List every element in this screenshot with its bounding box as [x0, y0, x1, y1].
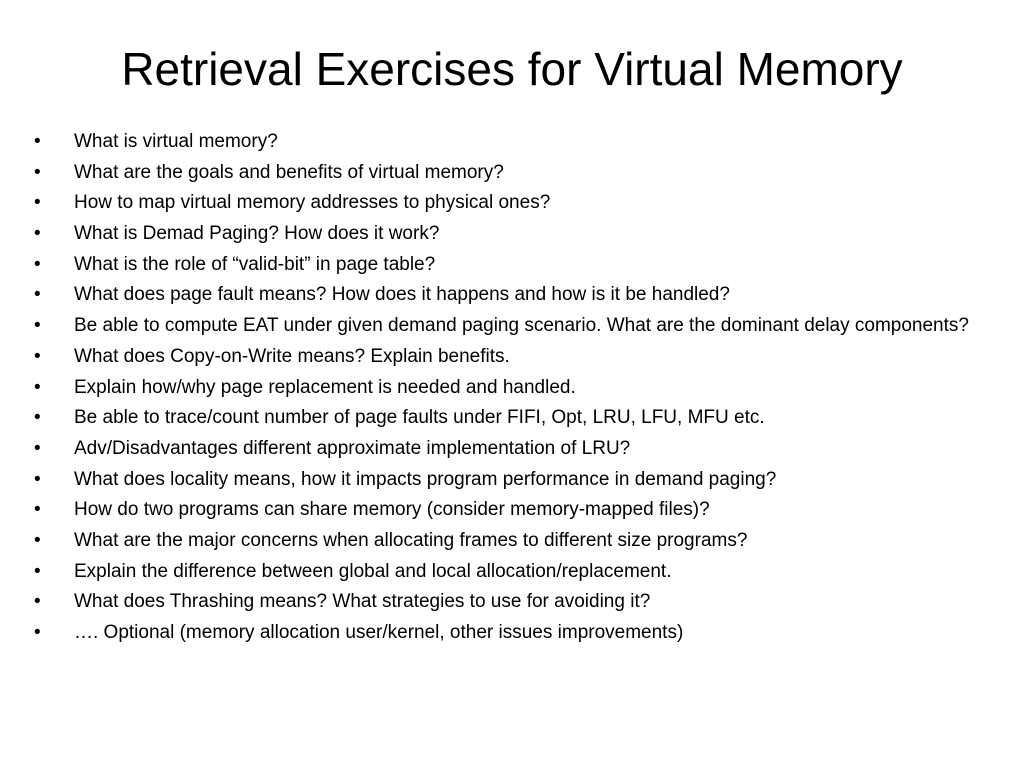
bullet-item — [34, 560, 994, 584]
bullet-text: What is Demad Paging? How does it work? — [74, 223, 440, 245]
bullet-icon: • — [34, 407, 41, 429]
bullet-item — [34, 253, 994, 277]
bullet-icon: • — [34, 192, 41, 214]
bullet-item — [34, 314, 994, 338]
bullet-text: What does Thrashing means? What strategies to use for avoiding it? — [74, 591, 651, 613]
bullet-text: What is the role of “valid-bit” in page table? — [74, 253, 436, 275]
bullet-item — [34, 437, 994, 461]
bullet-item — [34, 222, 994, 246]
bullet-icon: • — [34, 591, 41, 613]
bullet-text: What does page fault means? How does it happens and how is it be handled? — [74, 284, 730, 306]
bullet-item — [34, 191, 994, 215]
bullet-item — [34, 498, 994, 522]
bullet-icon: • — [34, 560, 41, 582]
bullet-item — [34, 130, 994, 154]
bullet-text: Be able to compute EAT under given demand paging scenario. What are the dominant delay components? — [74, 315, 969, 337]
bullet-text: What does Copy-on-Write means? Explain benefits. — [74, 345, 510, 367]
bullet-icon: • — [34, 376, 41, 398]
bullet-text: How do two programs can share memory (consider memory-mapped files)? — [74, 499, 710, 521]
bullet-text: …. Optional (memory allocation user/kernel, other issues improvements) — [74, 622, 684, 643]
bullet-text: Be able to trace/count number of page faults under FIFI, Opt, LRU, LFU, MFU etc. — [74, 407, 765, 429]
bullet-text: Adv/Disadvantages different approximate implementation of LRU? — [74, 437, 631, 459]
bullet-item — [34, 376, 994, 400]
bullet-icon: • — [34, 253, 41, 275]
bullet-text: What are the major concerns when allocating frames to different size programs? — [74, 529, 748, 551]
bullet-icon: • — [34, 315, 41, 337]
bullet-text: How to map virtual memory addresses to physical ones? — [74, 192, 551, 214]
bullet-item — [34, 468, 994, 492]
bullet-text: Explain the difference between global and local allocation/replacement. — [74, 560, 672, 582]
bullet-text: What does locality means, how it impacts program performance in demand paging? — [74, 468, 777, 490]
bullet-icon: • — [34, 131, 41, 152]
bullet-item — [34, 283, 994, 307]
bullet-item — [34, 345, 994, 369]
bullet-icon: • — [34, 468, 41, 490]
bullet-icon: • — [34, 529, 41, 551]
bullet-icon: • — [34, 345, 41, 367]
bullet-item — [34, 590, 994, 614]
bullet-icon: • — [34, 437, 41, 459]
bullet-item — [34, 621, 994, 645]
bullet-text: What is virtual memory? — [74, 131, 278, 152]
bullet-icon: • — [34, 284, 41, 306]
bullet-item — [34, 406, 994, 430]
bullet-list — [34, 130, 994, 652]
slide-title: Retrieval Exercises for Virtual Memory — [121, 43, 903, 95]
bullet-icon: • — [34, 499, 41, 521]
bullet-icon: • — [34, 161, 41, 183]
bullet-icon: • — [34, 223, 41, 245]
bullet-item — [34, 529, 994, 553]
bullet-item — [34, 161, 994, 185]
bullet-icon: • — [34, 622, 41, 643]
bullet-text: Explain how/why page replacement is needed and handled. — [74, 376, 576, 398]
bullet-text: What are the goals and benefits of virtual memory? — [74, 161, 504, 183]
